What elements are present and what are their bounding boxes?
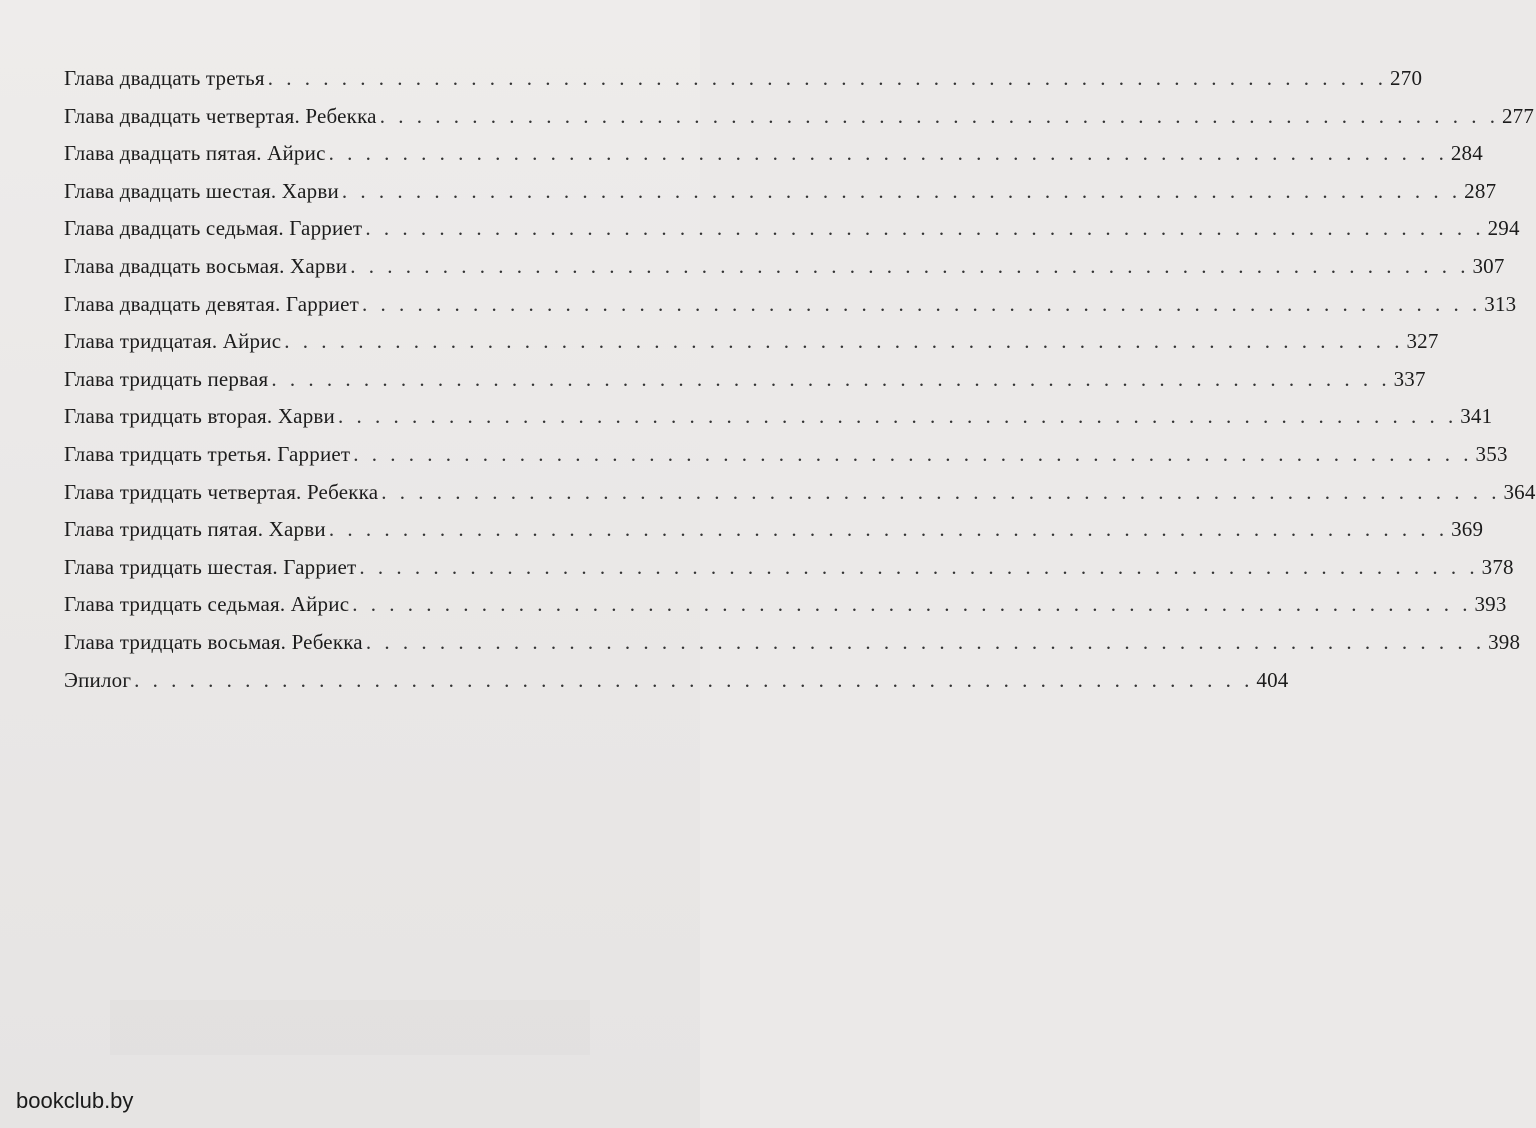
toc-entry-page-number: 270 [1390,66,1423,90]
dot-leader: . . . . . . . . . . . . . . . . . . . . . . . . . . . . . . . . . . . . . . . . . . . . . . . . . . . . . . . . . . . . . [350,253,1470,278]
dot-leader: . . . . . . . . . . . . . . . . . . . . . . . . . . . . . . . . . . . . . . . . . . . . . . . . . . . . . . . . . . . . . [337,404,1458,429]
toc-entry-title: Глава двадцать третья [64,66,265,90]
toc-entry-title: Глава двадцать четвертая. Ребекка [64,103,377,128]
toc-entry [64,286,1517,324]
toc-entry-page-number: 369 [1451,517,1484,542]
toc-entry-page-number: 353 [1475,441,1508,466]
toc-entry [64,60,1423,98]
toc-entry-title: Глава двадцать восьмая. Харви [64,253,348,278]
toc-entry-title: Глава тридцать седьмая. Айрис [64,592,350,617]
dot-leader: . . . . . . . . . . . . . . . . . . . . . . . . . . . . . . . . . . . . . . . . . . . . . . . . . . . . . . . . . . . . . [341,178,1462,203]
toc-entry-title: Глава тридцать четвертая. Ребекка [64,479,379,504]
dot-leader: . . . . . . . . . . . . . . . . . . . . . . . . . . . . . . . . . . . . . . . . . . . . . . . . . . . . . . . . . . . . . [284,329,1404,354]
toc-entry-page-number: 287 [1464,178,1497,203]
toc-entry-page-number: 277 [1501,103,1535,128]
dot-leader: . . . . . . . . . . . . . . . . . . . . . . . . . . . . . . . . . . . . . . . . . . . . . . . . . . . . . . . . . . . . . [267,66,1388,90]
watermark-text: bookclub.by [16,1088,134,1113]
dot-leader: . . . . . . . . . . . . . . . . . . . . . . . . . . . . . . . . . . . . . . . . . . . . . . . . . . . . . . . . . . . . . [381,479,1501,504]
toc-entry-title: Глава тридцать первая [64,366,269,391]
toc-entry-page-number: 378 [1481,554,1514,579]
toc-entry-page-number: 294 [1487,216,1520,241]
toc-entry-title: Эпилог [64,667,132,692]
dot-leader: . . . . . . . . . . . . . . . . . . . . . . . . . . . . . . . . . . . . . . . . . . . . . . . . . . . . . . . . . . . . . [271,366,1391,391]
toc-entry [64,361,1426,399]
toc-entry-page-number: 393 [1474,592,1507,617]
toc-entry-title: Глава тридцать пятая. Харви [64,517,326,542]
dot-leader: . . . . . . . . . . . . . . . . . . . . . . . . . . . . . . . . . . . . . . . . . . . . . . . . . . . . . . . . . . . . . [353,441,1473,466]
toc-entry-page-number: 284 [1450,141,1483,166]
toc-entry-title: Глава тридцатая. Айрис [64,329,282,354]
toc-entry-page-number: 313 [1484,291,1517,316]
toc-entry-page-number: 307 [1472,253,1505,278]
dot-leader: . . . . . . . . . . . . . . . . . . . . . . . . . . . . . . . . . . . . . . . . . . . . . . . . . . . . . . . . . . . . . [328,517,1449,542]
toc-entry [64,323,1439,361]
toc-entry [64,98,1535,136]
toc-entry-page-number: 364 [1503,479,1536,504]
toc-entry [64,248,1505,286]
dot-leader: . . . . . . . . . . . . . . . . . . . . . . . . . . . . . . . . . . . . . . . . . . . . . . . . . . . . . . . . . . . . . [362,291,1482,316]
toc-entry [64,586,1507,624]
dot-leader: . . . . . . . . . . . . . . . . . . . . . . . . . . . . . . . . . . . . . . . . . . . . . . . . . . . . . . . . . . . . . [328,141,1448,166]
toc-entry-title: Глава тридцать шестая. Гарриет [64,554,357,579]
dot-leader: . . . . . . . . . . . . . . . . . . . . . . . . . . . . . . . . . . . . . . . . . . . . . . . . . . . . . . . . . . . . . [379,103,1499,128]
toc-entry [64,135,1483,173]
toc-entry [64,624,1521,662]
toc-entry [64,662,1289,700]
toc-entry-page-number: 337 [1393,366,1426,391]
toc-entry-title: Глава тридцать восьмая. Ребекка [64,629,363,654]
toc-entry [64,511,1484,549]
toc-entry-title: Глава тридцать третья. Гарриет [64,441,351,466]
dot-leader: . . . . . . . . . . . . . . . . . . . . . . . . . . . . . . . . . . . . . . . . . . . . . . . . . . . . . . . . . . . . . [365,216,1485,241]
toc-entry [64,436,1508,474]
toc-entry-page-number: 327 [1406,329,1439,354]
toc-entry-title: Глава двадцать шестая. Харви [64,178,339,203]
toc-entry-title: Глава двадцать пятая. Айрис [64,141,326,166]
dot-leader: . . . . . . . . . . . . . . . . . . . . . . . . . . . . . . . . . . . . . . . . . . . . . . . . . . . . . . . . . . . . . [134,667,1254,692]
toc-entry [64,549,1514,587]
dot-leader: . . . . . . . . . . . . . . . . . . . . . . . . . . . . . . . . . . . . . . . . . . . . . . . . . . . . . . . . . . . . . [352,592,1472,617]
dot-leader: . . . . . . . . . . . . . . . . . . . . . . . . . . . . . . . . . . . . . . . . . . . . . . . . . . . . . . . . . . . . . [359,554,1479,579]
toc-entry [64,173,1497,211]
table-of-contents [64,60,1536,699]
toc-entry-title: Глава тридцать вторая. Харви [64,404,335,429]
dot-leader: . . . . . . . . . . . . . . . . . . . . . . . . . . . . . . . . . . . . . . . . . . . . . . . . . . . . . . . . . . . . . [365,629,1486,654]
bleed-through-shadow [110,1000,590,1055]
toc-entry [64,398,1493,436]
toc-entry-title: Глава двадцать седьмая. Гарриет [64,216,363,241]
toc-entry [64,210,1520,248]
toc-entry-page-number: 404 [1256,667,1289,692]
toc-entry [64,474,1536,512]
toc-entry-title: Глава двадцать девятая. Гарриет [64,291,360,316]
toc-entry-page-number: 341 [1460,404,1493,429]
toc-entry-page-number: 398 [1488,629,1521,654]
